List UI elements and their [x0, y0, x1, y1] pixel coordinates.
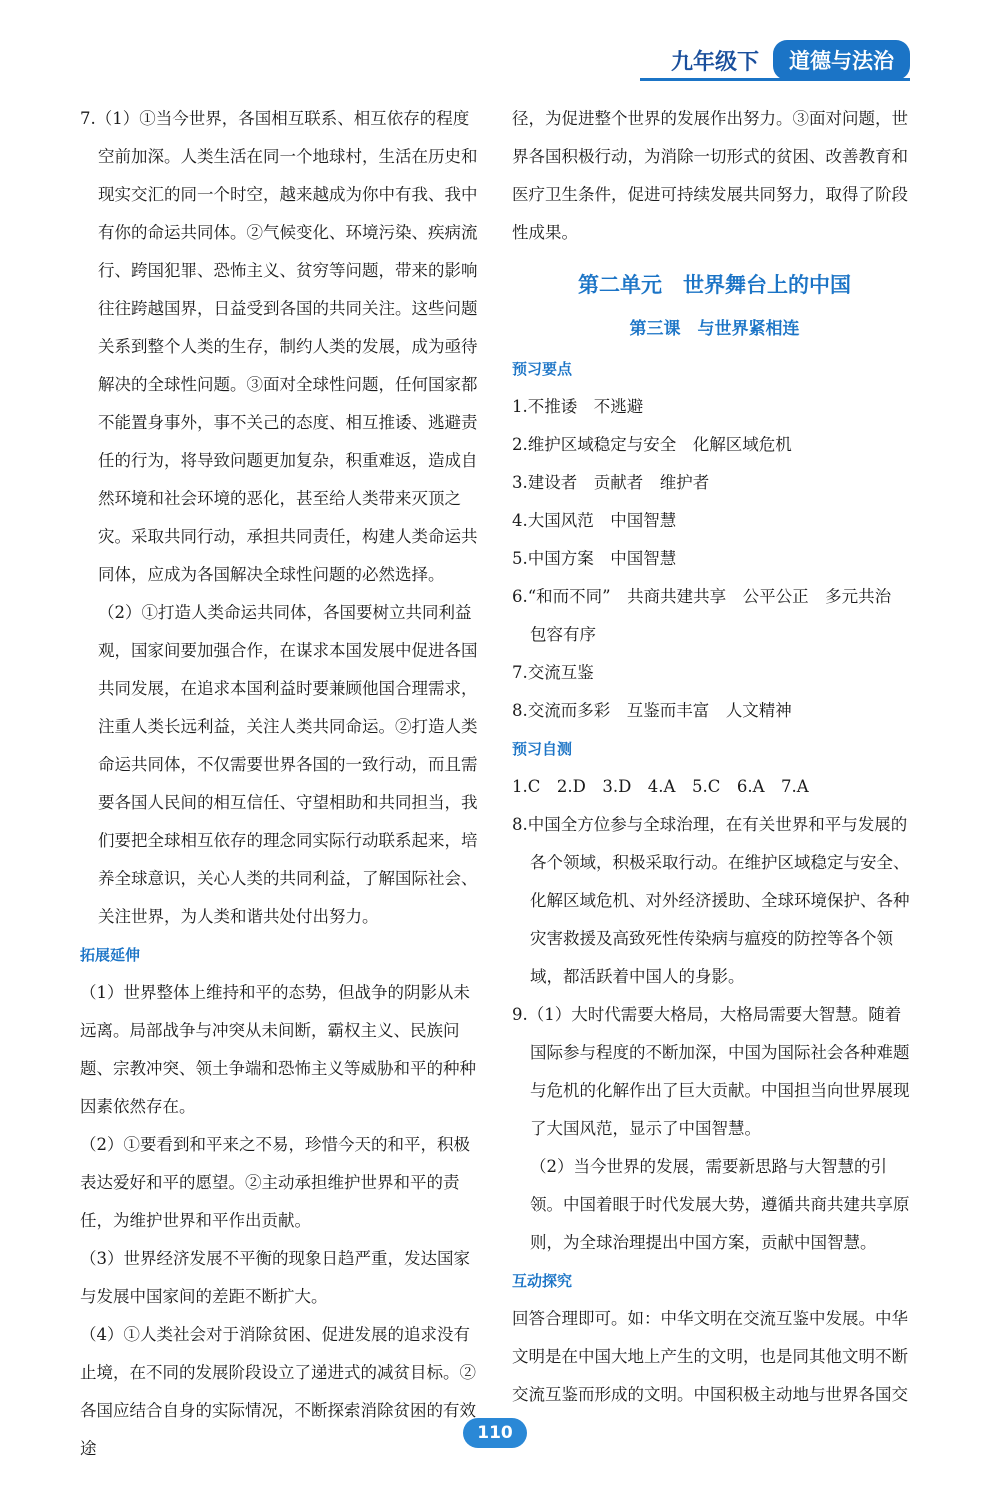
left-column — [80, 100, 485, 1468]
extension-1: （1）世界整体上维持和平的态势，但战争的阴影从未远离。局部战争与冲突从未间断，霸权主义、民族问题、宗教冲突、领土争端和恐怖主义等威胁和平的种种因素依然存在。 — [80, 983, 476, 1116]
preview-item: 7.交流互鉴 — [512, 663, 594, 682]
self-test-choices: 1.C 2.D 3.D 4.A 5.C 6.A 7.A — [512, 777, 809, 796]
header-divider — [640, 78, 910, 81]
preview-item: 4.大国风范 中国智慧 — [512, 511, 677, 530]
interactive-answer: 回答合理即可。如：中华文明在交流互鉴中发展。中华文明是在中国大地上产生的文明，也是同其他文明不断交流互鉴而形成的文明。中国积极主动地与世界各国交 — [512, 1309, 908, 1404]
section-self-test-title: 预习自测 — [512, 740, 573, 758]
section-preview-points-title: 预习要点 — [512, 360, 573, 378]
preview-item: 3.建设者 贡献者 维护者 — [512, 473, 710, 492]
continuation-text: 径，为促进整个世界的发展作出努力。③面对问题，世界各国积极行动，为消除一切形式的贫困、改善教育和医疗卫生条件，促进可持续发展共同努力，取得了阶段性成果。 — [512, 109, 908, 242]
extension-3: （3）世界经济发展不平衡的现象日趋严重，发达国家与发展中国家间的差距不断扩大。 — [80, 1249, 470, 1306]
preview-item: 6.“和而不同” 共商共建共享 公平公正 多元共治 包容有序 — [512, 587, 908, 644]
answer-7-2: （2）①打造人类命运共同体，各国要树立共同利益观，国家间要加强合作，在谋求本国发展中促进各国共同发展，在追求本国利益时要兼顾他国合理需求，注重人类长远利益，关注人类共同命运。②打造人类命运共同体，不仅需要世界各国的一致行动，而且需要各国人民间的相互信任、守望相助和共同担当，我们要把全球相互依存的理念同实际行动联系起来，培养全球意识，关心人类的共同利益，了解国际社会、关注世界，为人类和谐共处付出努力。 — [98, 603, 478, 926]
preview-item: 8.交流而多彩 互鉴而丰富 人文精神 — [512, 701, 792, 720]
extension-2: （2）①要看到和平来之不易，珍惜今天的和平，积极表达爱好和平的愿望。②主动承担维护世界和平的责任，为维护世界和平作出贡献。 — [80, 1135, 470, 1230]
section-interactive-title: 互动探究 — [512, 1272, 573, 1290]
self-test-9-2: （2）当今世界的发展，需要新思路与大智慧的引领。中国着眼于时代发展大势，遵循共商共建共享原则，为全球治理提出中国方案，贡献中国智慧。 — [530, 1157, 910, 1252]
subject-badge: 道德与法治 — [773, 40, 910, 80]
self-test-8: 8.中国全方位参与全球治理，在有关世界和平与发展的各个领域，积极采取行动。在维护区域稳定与安全、化解区域危机、对外经济援助、全球环境保护、各种灾害救援及高致死性传染病与瘟疫的防控等各个领域，都活跃着中国人的身影。 — [512, 815, 910, 986]
page-header — [671, 40, 910, 80]
preview-item: 2.维护区域稳定与安全 化解区域危机 — [512, 435, 792, 454]
right-column — [512, 100, 917, 1414]
answer-7-1: 7.（1）①当今世界，各国相互联系、相互依存的程度空前加深。人类生活在同一个地球村，生活在历史和现实交汇的同一个时空，越来越成为你中有我、我中有你的命运共同体。②气候变化、环境污染、疾病流行、跨国犯罪、恐怖主义、贫穷等问题，带来的影响往往跨越国界，日益受到各国的共同关注。这些问题关系到整个人类的生存，制约人类的发展，成为亟待解决的全球性问题。③面对全球性问题，任何国家都不能置身事外，事不关己的态度、相互推诿、逃避责任的行为，将导致问题更加复杂，积重难返，造成自然环境和社会环境的恶化，甚至给人类带来灭顶之灾。采取共同行动，承担共同责任，构建人类命运共同体，应成为各国解决全球性问题的必然选择。 — [80, 109, 478, 584]
lesson-title: 第三课 与世界紧相连 — [629, 319, 800, 339]
page-number: 110 — [463, 1418, 527, 1448]
extension-4: （4）①人类社会对于消除贫困、促进发展的追求没有止境，在不同的发展阶段设立了递进式的减贫目标。②各国应结合自身的实际情况，不断探索消除贫困的有效途 — [80, 1325, 476, 1458]
unit-title: 第二单元 世界舞台上的中国 — [578, 273, 851, 297]
preview-item: 5.中国方案 中国智慧 — [512, 549, 677, 568]
section-extension-title: 拓展延伸 — [80, 946, 141, 964]
self-test-9-1: 9.（1）大时代需要大格局，大格局需要大智慧。随着国际参与程度的不断加深，中国为国际社会各种难题与危机的化解作出了巨大贡献。中国担当向世界展现了大国风范，显示了中国智慧。 — [512, 1005, 910, 1138]
preview-item: 1.不推诿 不逃避 — [512, 397, 644, 416]
grade-label: 九年级下 — [670, 49, 759, 75]
